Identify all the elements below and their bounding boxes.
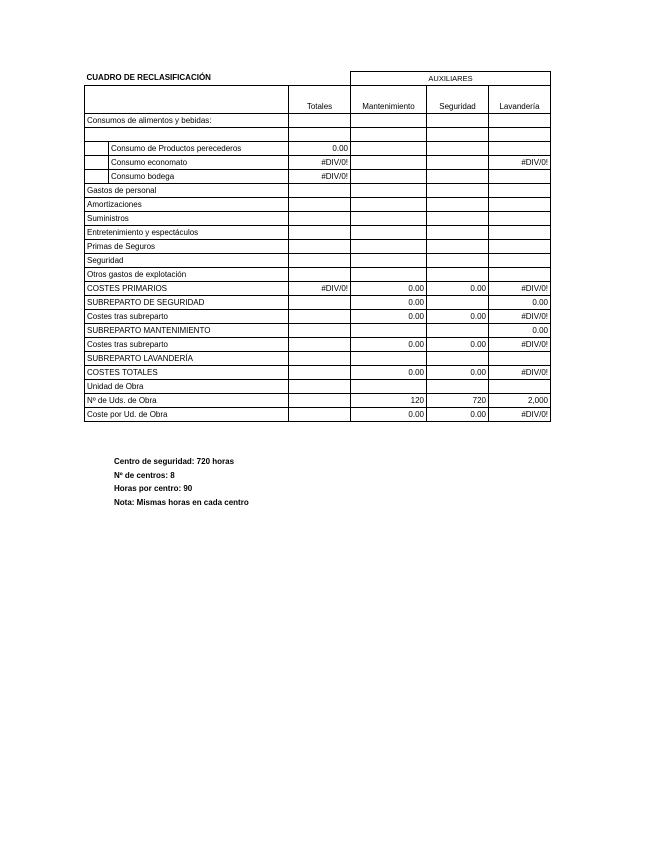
table-row (85, 408, 551, 422)
consumos-row (85, 114, 551, 128)
cell-lavanderia (489, 184, 551, 198)
cell-totales (289, 296, 351, 310)
header-seguridad: Seguridad (427, 86, 489, 114)
row-label: Seguridad (85, 254, 289, 268)
table-row (85, 380, 551, 394)
note-line: Horas por centro: 90 (114, 484, 193, 493)
header-totales: Totales (289, 86, 351, 114)
cell-lavanderia: #DIV/0! (489, 156, 551, 170)
cell-lavanderia (489, 170, 551, 184)
cell-seguridad (427, 226, 489, 240)
cell-seguridad: 0.00 (427, 310, 489, 324)
cell-empty (489, 114, 551, 128)
consumos-label: Consumos de alimentos y bebidas: (85, 114, 289, 128)
cell-mantenimiento (351, 212, 427, 226)
row-label: SUBREPARTO DE SEGURIDAD (85, 296, 289, 310)
cell-lavanderia (489, 142, 551, 156)
cell-mantenimiento: 120 (351, 394, 427, 408)
table-row (85, 282, 551, 296)
table-title: CUADRO DE RECLASIFICACIÓN (86, 73, 211, 83)
cell-lavanderia (489, 268, 551, 282)
cell-seguridad (427, 212, 489, 226)
cell-lavanderia: #DIV/0! (489, 310, 551, 324)
table-row (85, 198, 551, 212)
cell-totales: #DIV/0! (289, 170, 351, 184)
cell-seguridad: 720 (427, 394, 489, 408)
cell-lavanderia (489, 240, 551, 254)
cell-totales (289, 324, 351, 338)
row-label: Consumo economato (109, 156, 289, 170)
cell-mantenimiento (351, 142, 427, 156)
cell-totales: #DIV/0! (289, 282, 351, 296)
cell-mantenimiento (351, 268, 427, 282)
table-row (85, 310, 551, 324)
cell-seguridad: 0.00 (427, 338, 489, 352)
table-row (85, 254, 551, 268)
cell-totales (289, 268, 351, 282)
cell-totales (289, 240, 351, 254)
cell-seguridad (427, 240, 489, 254)
cell-seguridad (427, 142, 489, 156)
cell-mantenimiento (351, 156, 427, 170)
cell-totales (289, 408, 351, 422)
cell-mantenimiento (351, 170, 427, 184)
header-mantenimiento: Mantenimiento (351, 86, 427, 114)
note-line: Nota: Mismas horas en cada centro (114, 497, 249, 507)
row-label: Nº de Uds. de Obra (85, 394, 289, 408)
cell-seguridad (427, 380, 489, 394)
row-label: Consumo bodega (109, 170, 289, 184)
cell-empty (289, 128, 351, 142)
cell-mantenimiento: 0.00 (351, 310, 427, 324)
cell-mantenimiento (351, 324, 427, 338)
row-label: Consumo de Productos perecederos (109, 142, 289, 156)
cell-totales (289, 310, 351, 324)
cell-lavanderia: 0.00 (489, 324, 551, 338)
cell-totales (289, 338, 351, 352)
note-line: Nº de centros: 8 (114, 470, 175, 480)
cell-lavanderia (489, 254, 551, 268)
cell-totales (289, 226, 351, 240)
cell-seguridad (427, 352, 489, 366)
cell-mantenimiento (351, 380, 427, 394)
cell-empty (351, 128, 427, 142)
indent-cell (85, 170, 109, 184)
cell-lavanderia (489, 352, 551, 366)
cell-mantenimiento (351, 198, 427, 212)
cell-mantenimiento (351, 254, 427, 268)
cell-empty (289, 114, 351, 128)
cell-empty (351, 114, 427, 128)
row-label: COSTES PRIMARIOS (85, 282, 289, 296)
row-label: Suministros (85, 212, 289, 226)
cell-totales (289, 380, 351, 394)
table-row (85, 352, 551, 366)
note-line: Centro de seguridad: 720 horas (114, 457, 235, 466)
notes-block (114, 455, 249, 509)
cell-seguridad (427, 156, 489, 170)
cell-lavanderia (489, 198, 551, 212)
cell-totales: #DIV/0! (289, 156, 351, 170)
table-row (85, 184, 551, 198)
table-row (85, 394, 551, 408)
row-label: Costes tras subreparto (85, 310, 289, 324)
title-row (85, 72, 551, 86)
cell-lavanderia (489, 226, 551, 240)
cell-lavanderia: #DIV/0! (489, 366, 551, 380)
indent-cell (85, 156, 109, 170)
cell-empty (427, 114, 489, 128)
sub-row (85, 156, 551, 170)
cell-mantenimiento: 0.00 (351, 296, 427, 310)
cell-lavanderia: #DIV/0! (489, 408, 551, 422)
cell-totales (289, 394, 351, 408)
row-label: SUBREPARTO LAVANDERÍA (85, 352, 289, 366)
table-row (85, 268, 551, 282)
row-label: COSTES TOTALES (85, 366, 289, 380)
table-row (85, 212, 551, 226)
row-label: Primas de Seguros (85, 240, 289, 254)
cell-totales (289, 184, 351, 198)
row-label: Unidad de Obra (85, 380, 289, 394)
indent-cell (85, 142, 109, 156)
cell-seguridad (427, 296, 489, 310)
cell-empty (489, 128, 551, 142)
cell-empty (85, 128, 289, 142)
row-label: Gastos de personal (85, 184, 289, 198)
reclassification-table (84, 71, 551, 422)
cell-lavanderia: 0.00 (489, 296, 551, 310)
cell-mantenimiento (351, 184, 427, 198)
cell-mantenimiento (351, 226, 427, 240)
column-header-row (85, 86, 551, 114)
cell-mantenimiento: 0.00 (351, 366, 427, 380)
cell-mantenimiento: 0.00 (351, 282, 427, 296)
cell-totales (289, 366, 351, 380)
cell-mantenimiento: 0.00 (351, 408, 427, 422)
cell-totales (289, 352, 351, 366)
table-row (85, 324, 551, 338)
cell-lavanderia (489, 212, 551, 226)
cell-seguridad: 0.00 (427, 408, 489, 422)
row-label: Costes tras subreparto (85, 338, 289, 352)
cell-mantenimiento (351, 240, 427, 254)
cell-lavanderia (489, 380, 551, 394)
row-label: SUBREPARTO MANTENIMIENTO (85, 324, 289, 338)
cell-totales: 0.00 (289, 142, 351, 156)
cell-lavanderia: 2,000 (489, 394, 551, 408)
cell-totales (289, 212, 351, 226)
cell-totales (289, 198, 351, 212)
cell-lavanderia: #DIV/0! (489, 338, 551, 352)
cell-totales (289, 254, 351, 268)
cell-seguridad: 0.00 (427, 366, 489, 380)
cell-seguridad (427, 268, 489, 282)
table-row (85, 366, 551, 380)
auxiliares-header: AUXILIARES (351, 72, 551, 86)
cell-seguridad (427, 254, 489, 268)
sub-row (85, 170, 551, 184)
row-label: Entretenimiento y espectáculos (85, 226, 289, 240)
cell-lavanderia: #DIV/0! (489, 282, 551, 296)
cell-seguridad (427, 198, 489, 212)
cell-seguridad: 0.00 (427, 282, 489, 296)
row-label: Coste por Ud. de Obra (85, 408, 289, 422)
cell-mantenimiento (351, 352, 427, 366)
sub-row (85, 142, 551, 156)
cell-empty (427, 128, 489, 142)
table-row (85, 226, 551, 240)
header-lavanderia: Lavandería (489, 86, 551, 114)
table-row (85, 296, 551, 310)
table-row (85, 338, 551, 352)
cell-seguridad (427, 184, 489, 198)
row-label: Amortizaciones (85, 198, 289, 212)
table-row (85, 240, 551, 254)
header-blank (85, 86, 289, 114)
cell-seguridad (427, 170, 489, 184)
row-label: Otros gastos de explotación (85, 268, 289, 282)
cell-seguridad (427, 324, 489, 338)
cell-mantenimiento: 0.00 (351, 338, 427, 352)
spacer-row (85, 128, 551, 142)
